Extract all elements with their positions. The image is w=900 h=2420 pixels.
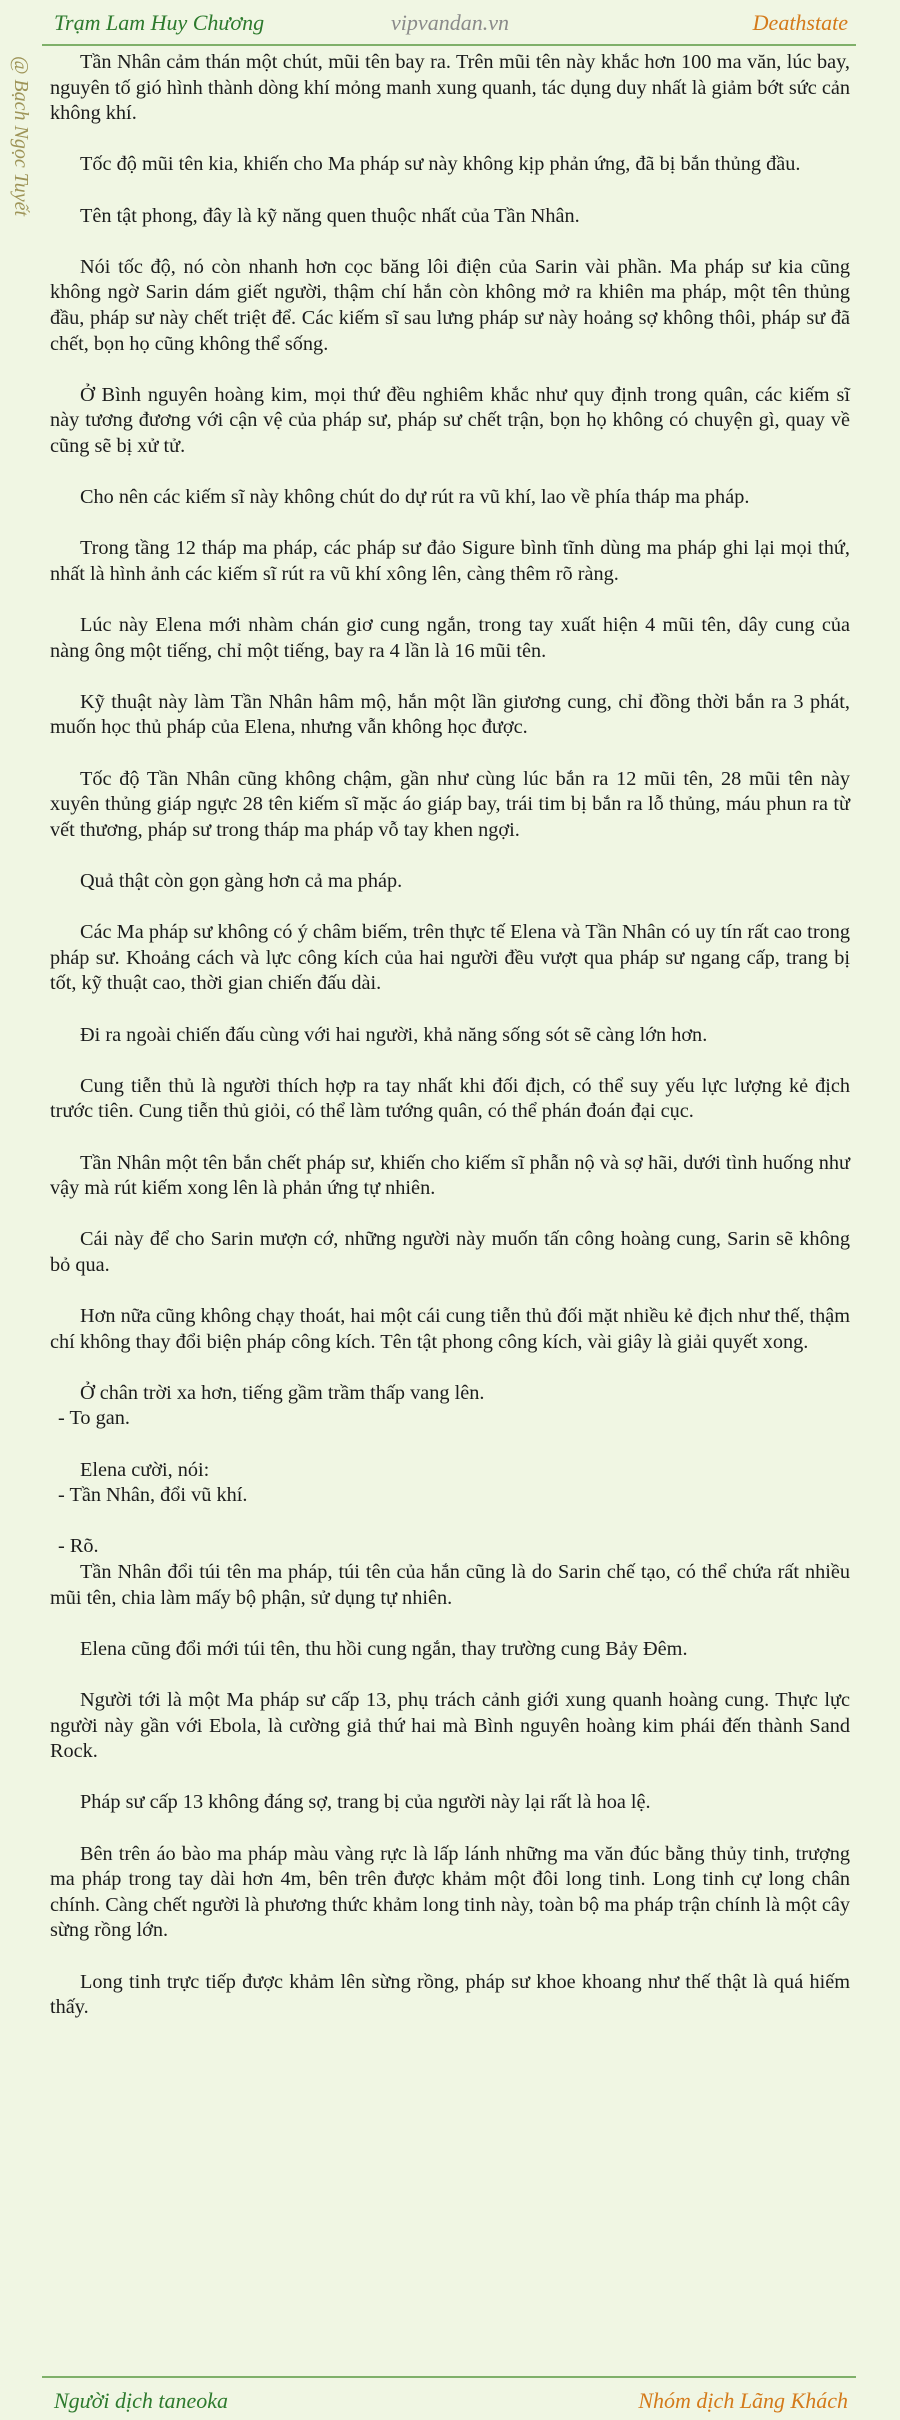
paragraph: Lúc này Elena mới nhàm chán giơ cung ngắn, trong tay xuất hiện 4 mũi tên, dây cung của nàng ông một tiếng, chỉ một tiếng, bay ra 4 lần là 16 mũi tên. (50, 614, 850, 662)
page-header (0, 0, 900, 46)
paragraph: Tốc độ Tần Nhân cũng không chậm, gần như cùng lúc bắn ra 12 mũi tên, 28 mũi tên này xuyên thủng giáp ngực 28 tên kiếm sĩ mặc áo giáp bay, trái tim bị bắn ra lỗ thủng, máu phun ra từ vết thương, pháp sư trong tháp ma pháp vỗ tay khen ngợi. (50, 767, 850, 841)
header-site-name: Trạm Lam Huy Chương (54, 10, 265, 35)
page-footer (0, 2380, 900, 2420)
side-credit (2, 56, 42, 296)
paragraph: Người tới là một Ma pháp sư cấp 13, phụ trách cảnh giới xung quanh hoàng cung. Thực lực người này gần với Ebola, là cường giả thứ hai mà Bình nguyên hoàng kim phái đến thành Sand Rock. (50, 1689, 850, 1763)
paragraph: Nói tốc độ, nó còn nhanh hơn cọc băng lôi điện của Sarin vài phần. Ma pháp sư kia cũng không ngờ Sarin dám giết người, thậm chí hắn còn không mở ra khiên ma pháp, một tên thủng đầu, pháp sư này chết triệt để. Các kiếm sĩ sau lưng pháp sư này hoảng sợ không thôi, pháp sư đã chết, bọn họ cũng không thể sống. (50, 255, 850, 355)
paragraph: Các Ma pháp sư không có ý châm biếm, trên thực tế Elena và Tần Nhân có uy tín rất cao trong pháp sư. Khoảng cách và lực công kích của hai người đều vượt qua pháp sư ngang cấp, trang bị tốt, kỹ thuật cao, thời gian chiến đấu dài. (50, 921, 850, 995)
paragraph: Tần Nhân đổi túi tên ma pháp, túi tên của hắn cũng là do Sarin chế tạo, có thể chứa rất nhiều mũi tên, chia làm mấy bộ phận, sử dụng tự nhiên. (50, 1561, 850, 1609)
paragraph: Cái này để cho Sarin mượn cớ, những người này muốn tấn công hoàng cung, Sarin sẽ không bỏ qua. (50, 1228, 850, 1276)
chapter-body (50, 50, 850, 2046)
scene-line: Elena cười, nói: (80, 1458, 210, 1481)
paragraph: Elena cũng đổi mới túi tên, thu hồi cung ngắn, thay trường cung Bảy Đêm. (80, 1637, 688, 1660)
paragraph: Trong tầng 12 tháp ma pháp, các pháp sư đảo Sigure bình tĩnh dùng ma pháp ghi lại mọi thứ, nhất là hình ảnh các kiếm sĩ rút ra vũ khí xông lên, càng thêm rõ ràng. (50, 537, 850, 585)
dialogue-line: - Tần Nhân, đổi vũ khí. (58, 1484, 248, 1507)
paragraph: Ở Bình nguyên hoàng kim, mọi thứ đều nghiêm khắc như quy định trong quân, các kiếm sĩ này tương đương với cận vệ của pháp sư, pháp sư chết trận, bọn họ không có chuyện gì, quay về cũng sẽ bị xử tử. (50, 383, 850, 457)
footer-translator: Người dịch taneoka (54, 2388, 229, 2413)
paragraph: Pháp sư cấp 13 không đáng sợ, trang bị của người này lại rất là hoa lệ. (80, 1791, 651, 1814)
dialogue-line: - Rõ. (58, 1535, 99, 1558)
dialogue-line: - To gan. (58, 1407, 130, 1430)
paragraph: Hơn nữa cũng không chạy thoát, hai một cái cung tiễn thủ đối mặt nhiều kẻ địch như thế, thậm chí không thay đổi biện pháp công kích. Tên tật phong công kích, vài giây là giải quyết xong. (50, 1305, 850, 1353)
footer-divider (42, 2376, 856, 2378)
paragraph: Bên trên áo bào ma pháp màu vàng rực là lấp lánh những ma văn đúc bằng thủy tinh, trượng ma pháp trong tay dài hơn 4m, bên trên được khảm một đôi long tinh. Long tinh cự long chân chính. Càng chết người là phương thức khảm long tinh này, toàn bộ ma pháp trận chính là một cây sừng rồng lớn. (50, 1842, 850, 1942)
paragraph: Long tinh trực tiếp được khảm lên sừng rồng, pháp sư khoe khoang như thế thật là quá hiếm thấy. (50, 1970, 850, 2019)
header-divider (42, 44, 856, 46)
paragraph: Kỹ thuật này làm Tần Nhân hâm mộ, hắn một lần giương cung, chỉ đồng thời bắn ra 3 phát, muốn học thủ pháp của Elena, nhưng vẫn không học được. (50, 690, 850, 739)
paragraph: Cung tiễn thủ là người thích hợp ra tay nhất khi đối địch, có thể suy yếu lực lượng kẻ địch trước tiên. Cung tiễn thủ giỏi, có thể làm tướng quân, có thể phán đoán đại cục. (50, 1074, 850, 1123)
header-website: vipvandan.vn (391, 10, 509, 35)
paragraph: Tốc độ mũi tên kia, khiến cho Ma pháp sư này không kịp phản ứng, đã bị bắn thủng đầu. (80, 153, 801, 176)
paragraph: Tên tật phong, đây là kỹ năng quen thuộc nhất của Tần Nhân. (80, 204, 580, 227)
paragraph: Tần Nhân một tên bắn chết pháp sư, khiến cho kiếm sĩ phẫn nộ và sợ hãi, dưới tình huống như vậy mà rút kiếm xong lên là phản ứng tự nhiên. (50, 1151, 850, 1200)
footer-group: Nhóm dịch Lãng Khách (638, 2388, 848, 2413)
paragraph: Đi ra ngoài chiến đấu cùng với hai người, khả năng sống sót sẽ càng lớn hơn. (80, 1023, 708, 1046)
header-book-title: Deathstate (752, 10, 848, 35)
scene-line: Ở chân trời xa hơn, tiếng gầm trầm thấp vang lên. (80, 1381, 485, 1404)
side-credit-text: @ Bạch Ngọc Tuyết (10, 56, 32, 217)
paragraph: Cho nên các kiếm sĩ này không chút do dự rút ra vũ khí, lao về phía tháp ma pháp. (80, 486, 750, 509)
paragraph: Tần Nhân cảm thán một chút, mũi tên bay ra. Trên mũi tên này khắc hơn 100 ma văn, lúc bay, nguyên tố gió hình thành dòng khí mỏng manh xung quanh, tác dụng duy nhất là giảm bớt sức cản không khí. (50, 51, 850, 125)
paragraph: Quả thật còn gọn gàng hơn cả ma pháp. (80, 870, 403, 892)
